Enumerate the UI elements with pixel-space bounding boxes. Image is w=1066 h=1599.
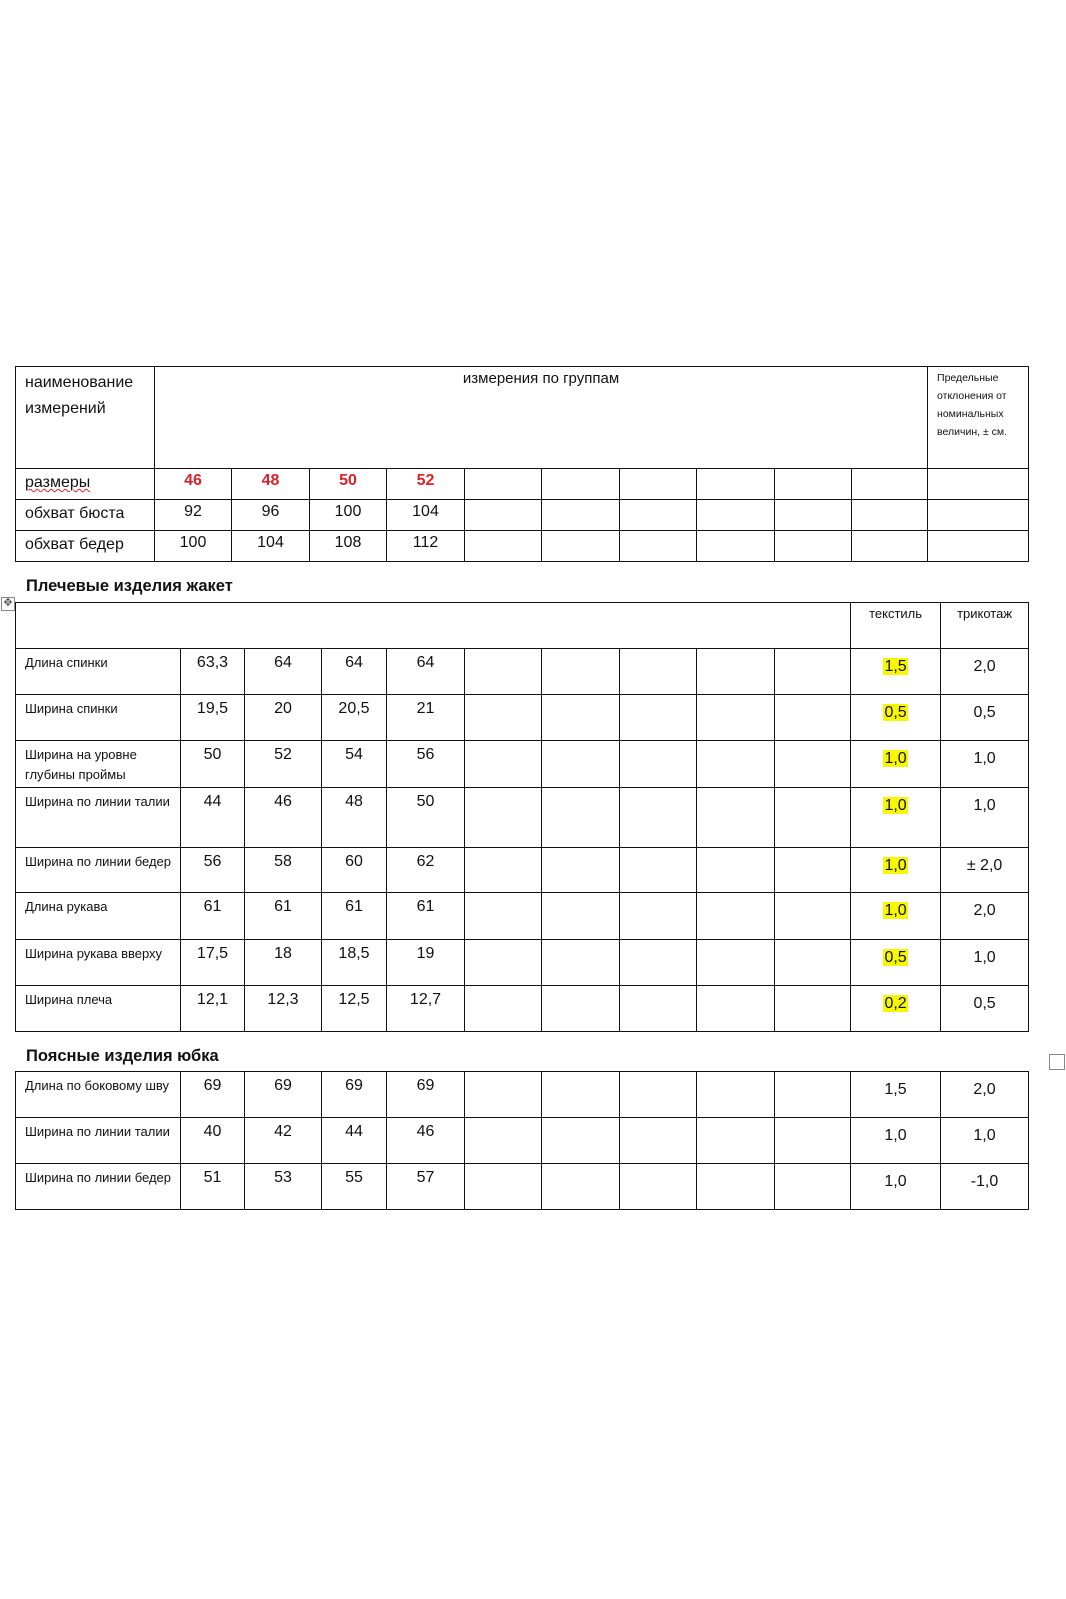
row-value: 69 [274, 1077, 292, 1094]
row-value: 61 [203, 898, 222, 915]
row-label: Ширина по линии бедер [25, 1170, 172, 1185]
table-row [16, 848, 1029, 893]
row-value: 12,3 [267, 991, 299, 1008]
table-row [16, 695, 1029, 741]
row-value: 52 [274, 746, 292, 763]
row-value: 42 [274, 1123, 292, 1140]
row-label: Ширина на уровне глубины проймы [25, 747, 137, 782]
row-value: 20,5 [338, 700, 370, 717]
row-value: 61 [345, 898, 363, 915]
knit-tolerance: 1,0 [973, 1127, 996, 1144]
textile-tolerance [851, 986, 940, 1013]
row-value: 61 [416, 898, 435, 915]
size-table [15, 366, 1029, 562]
highlighted-value: 1,0 [884, 902, 907, 919]
knit-tolerance: 2,0 [973, 902, 996, 919]
row-value: 44 [345, 1123, 363, 1140]
header-groups-cell [155, 367, 928, 469]
row-label: обхват бедер [25, 536, 124, 553]
row-value: 64 [345, 654, 363, 671]
col-textile: текстиль [869, 606, 923, 621]
row-value: 46 [274, 793, 292, 810]
row-value: 69 [203, 1077, 222, 1094]
knit-tolerance: -1,0 [970, 1173, 999, 1190]
table-row [16, 1164, 1029, 1210]
section-title-jacket: Плечевые изделия жакет [26, 577, 233, 595]
row-label: Ширина спинки [25, 701, 118, 716]
row-value: 56 [203, 853, 222, 870]
size-46: 46 [184, 472, 202, 489]
row-label: Ширина плеча [25, 992, 113, 1007]
jacket-table [15, 602, 1029, 1032]
row-value: 19,5 [196, 700, 229, 717]
row-value: 63,3 [196, 654, 229, 671]
row-value: 53 [274, 1169, 292, 1186]
row-value: 108 [334, 534, 362, 551]
textile-tolerance [851, 788, 940, 815]
knit-tolerance: 1,0 [973, 797, 996, 814]
row-value: 69 [345, 1077, 363, 1094]
highlighted-value: 1,5 [884, 658, 907, 675]
row-value: 56 [416, 746, 435, 763]
row-value: 19 [416, 945, 435, 962]
row-value: 51 [203, 1169, 222, 1186]
table-row [16, 741, 1029, 788]
cell-marker-icon [1049, 1054, 1065, 1070]
table-row [16, 986, 1029, 1032]
table-row [16, 940, 1029, 986]
row-value: 60 [345, 853, 363, 870]
row-value: 46 [416, 1123, 435, 1140]
table-row [16, 1118, 1029, 1164]
header-groups: измерения по группам [462, 370, 620, 387]
row-value: 50 [203, 746, 222, 763]
header-name: наименование измерений [25, 374, 134, 417]
highlighted-value: 1,0 [884, 857, 907, 874]
knit-tolerance: 1,0 [973, 750, 996, 767]
row-value: 58 [274, 853, 292, 870]
row-value: 44 [203, 793, 222, 810]
sizes-label: размеры [25, 474, 91, 491]
header-deviation-cell [928, 367, 1029, 469]
row-value: 96 [261, 503, 280, 520]
size-50: 50 [339, 472, 357, 489]
row-value: 21 [416, 700, 435, 717]
textile-tolerance [851, 649, 940, 676]
row-label: Ширина по линии талии [25, 1124, 170, 1139]
row-label: Длина рукава [25, 899, 108, 914]
highlighted-value: 0,2 [884, 995, 907, 1012]
row-value: 62 [416, 853, 435, 870]
row-value: 64 [416, 654, 435, 671]
textile-tolerance [851, 940, 940, 967]
row-value: 18 [274, 945, 292, 962]
textile-tolerance: 1,0 [884, 1173, 907, 1190]
row-value: 69 [416, 1077, 435, 1094]
row-label: Ширина рукава вверху [25, 946, 163, 961]
row-value: 12,7 [409, 991, 442, 1008]
row-value: 55 [345, 1169, 363, 1186]
highlighted-value: 1,0 [884, 797, 907, 814]
header-deviation: Предельные отклонения от номинальных величин, ± см. [937, 372, 1008, 438]
row-value: 50 [416, 793, 435, 810]
table-row [16, 1072, 1029, 1118]
row-value: 17,5 [196, 945, 229, 962]
textile-tolerance [851, 893, 940, 920]
row-value: 100 [179, 534, 207, 551]
row-value: 64 [274, 654, 292, 671]
knit-tolerance: 0,5 [973, 704, 996, 721]
row-label: обхват бюста [25, 505, 125, 522]
size-52: 52 [416, 472, 435, 489]
row-label: Ширина по линии бедер [25, 854, 172, 869]
textile-tolerance [851, 848, 940, 875]
row-label: Ширина по линии талии [25, 794, 170, 809]
textile-tolerance: 1,5 [884, 1081, 907, 1098]
col-knit: трикотаж [957, 606, 1013, 621]
table-row [16, 893, 1029, 940]
row-value: 18,5 [338, 945, 370, 962]
row-value: 40 [203, 1123, 222, 1140]
size-48: 48 [261, 472, 280, 489]
knit-tolerance: 0,5 [973, 995, 996, 1012]
knit-tolerance: 2,0 [973, 658, 996, 675]
section-title-skirt: Поясные изделия юбка [26, 1047, 219, 1065]
row-value: 12,5 [338, 991, 370, 1008]
row-value: 112 [412, 534, 439, 551]
row-value: 57 [416, 1169, 435, 1186]
row-value: 12,1 [196, 991, 229, 1008]
header-name-cell [16, 367, 155, 469]
row-value: 61 [274, 898, 292, 915]
row-value: 100 [334, 503, 362, 520]
skirt-table [15, 1071, 1029, 1210]
highlighted-value: 0,5 [884, 949, 907, 966]
row-label: Длина по боковому шву [25, 1078, 170, 1093]
move-icon[interactable]: ✥ [1, 597, 15, 611]
row-value: 54 [345, 746, 363, 763]
knit-tolerance: ± 2,0 [966, 857, 1003, 874]
textile-tolerance [851, 741, 940, 768]
table-row [16, 531, 1029, 562]
row-value: 104 [257, 534, 284, 551]
knit-tolerance: 2,0 [973, 1081, 996, 1098]
row-value: 104 [412, 503, 439, 520]
row-value: 20 [274, 700, 292, 717]
row-value: 48 [345, 793, 363, 810]
highlighted-value: 1,0 [884, 750, 907, 767]
knit-tolerance: 1,0 [973, 949, 996, 966]
highlighted-value: 0,5 [884, 704, 907, 721]
row-value: 92 [184, 503, 202, 520]
table-row [16, 788, 1029, 848]
textile-tolerance [851, 695, 940, 722]
table-row [16, 500, 1029, 531]
textile-tolerance: 1,0 [884, 1127, 907, 1144]
sizes-label-cell [16, 469, 155, 500]
table-row [16, 649, 1029, 695]
row-label: Длина спинки [25, 655, 108, 670]
